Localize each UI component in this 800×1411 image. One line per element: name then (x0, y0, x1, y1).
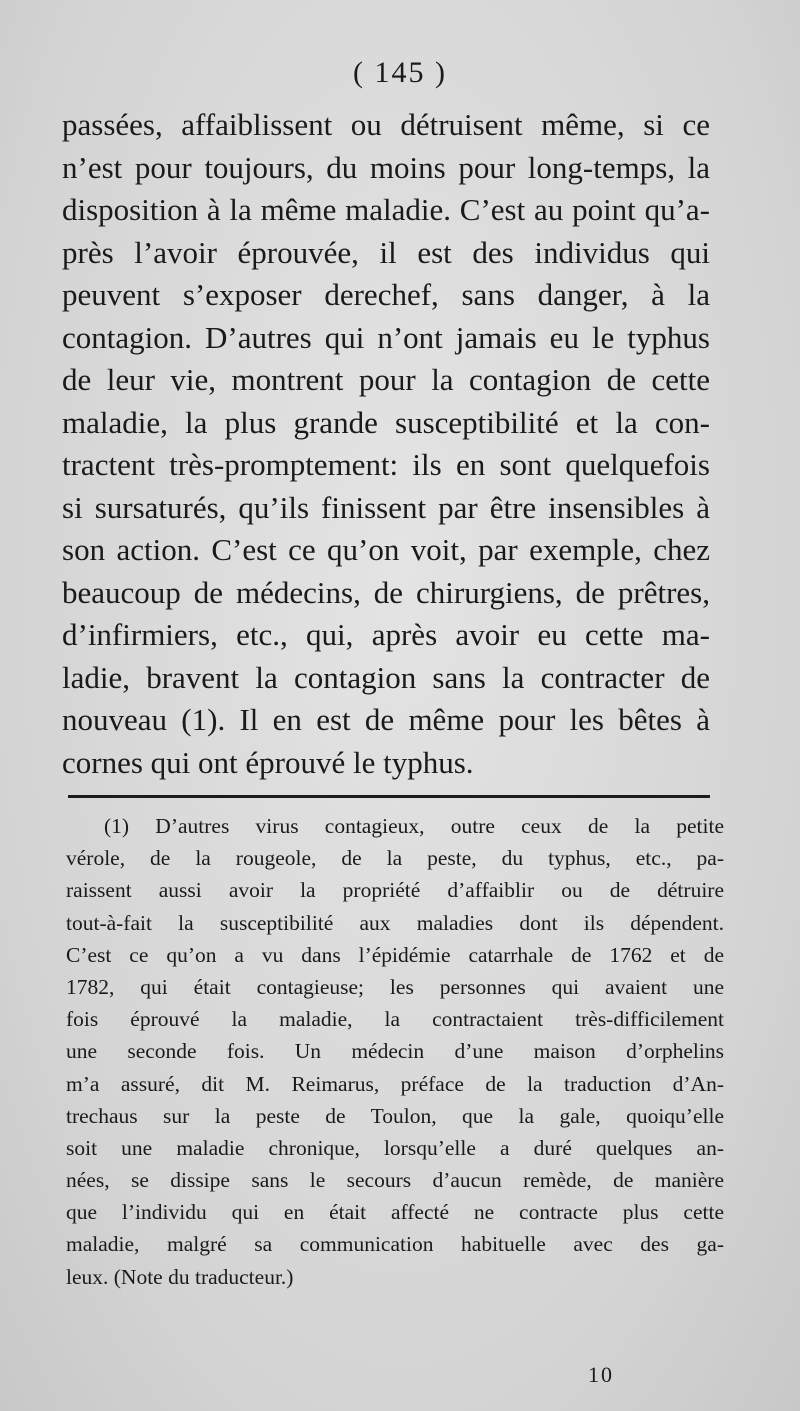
footnote-line: vérole, de la rougeole, de la peste, du typhus, etc., pa- (66, 846, 724, 871)
text-line: près l’avoir éprouvée, il est des individus qui (62, 234, 710, 270)
footnote-line: fois éprouvé la maladie, la contractaient très-difficilement (66, 1007, 724, 1032)
text-line: cornes qui ont éprouvé le typhus. (62, 744, 474, 780)
footnote-line: (1) D’autres virus contagieux, outre ceux de la petite (104, 814, 724, 838)
footnote-divider (68, 795, 710, 798)
text-line: tractent très-promptement: ils en sont quelquefois (62, 447, 710, 482)
text-line: peuvent s’exposer derechef, sans danger, à la (62, 277, 710, 312)
footnote-line: raissent aussi avoir la propriété d’affaiblir ou de détruire (66, 878, 724, 903)
text-line: n’est pour toujours, du moins pour long-temps, la (62, 149, 710, 185)
footnote-line: soit une maladie chronique, lorsqu’elle a duré quelques an- (66, 1135, 724, 1160)
footnote-line: maladie, malgré sa communication habituelle avec des ga- (66, 1232, 724, 1257)
footnote-line: une seconde fois. Un médecin d’une maison d’orphelins (66, 1039, 724, 1064)
text-line: beaucoup de médecins, de chirurgiens, de prêtres, (62, 574, 710, 610)
text-line: disposition à la même maladie. C’est au point qu’a- (62, 192, 710, 227)
text-line: contagion. D’autres qui n’ont jamais eu le typhus (62, 319, 710, 355)
signature-mark: 10 (588, 1362, 614, 1387)
text-line: de leur vie, montrent pour la contagion de cette (62, 362, 710, 397)
text-line: maladie, la plus grande susceptibilité et la con- (62, 404, 710, 440)
text-line: d’infirmiers, etc., qui, après avoir eu cette ma- (62, 617, 710, 652)
text-line: passées, affaiblissent ou détruisent même, si ce (62, 107, 710, 142)
footnote-line: trechaus sur la peste de Toulon, que la gale, quoiqu’elle (66, 1103, 724, 1128)
footnote-line: leux. (Note du traducteur.) (66, 1264, 294, 1289)
footnote-line: m’a assuré, dit M. Reimarus, préface de la traduction d’An- (66, 1071, 724, 1096)
footnote-line: que l’individu qui en était affecté ne contracte plus cette (66, 1200, 724, 1225)
footnote-line: 1782, qui était contagieuse; les personnes qui avaient une (66, 974, 724, 999)
footnote-line: tout-à-fait la susceptibilité aux maladies dont ils dépendent. (66, 910, 724, 935)
page-number: ( 145 ) (353, 56, 447, 89)
main-text (62, 104, 710, 784)
text-line: ladie, bravent la contagion sans la contracter de (62, 659, 710, 695)
text-line: nouveau (1). Il en est de même pour les bêtes à (62, 702, 710, 737)
footnote-line: C’est ce qu’on a vu dans l’épidémie catarrhale de 1762 et de (66, 942, 724, 967)
footnote (66, 810, 724, 1293)
text-line: son action. C’est ce qu’on voit, par exemple, chez (62, 532, 710, 567)
footnote-line: nées, se dissipe sans le secours d’aucun remède, de manière (66, 1168, 724, 1193)
text-line: si sursaturés, qu’ils finissent par être insensibles à (62, 489, 710, 525)
